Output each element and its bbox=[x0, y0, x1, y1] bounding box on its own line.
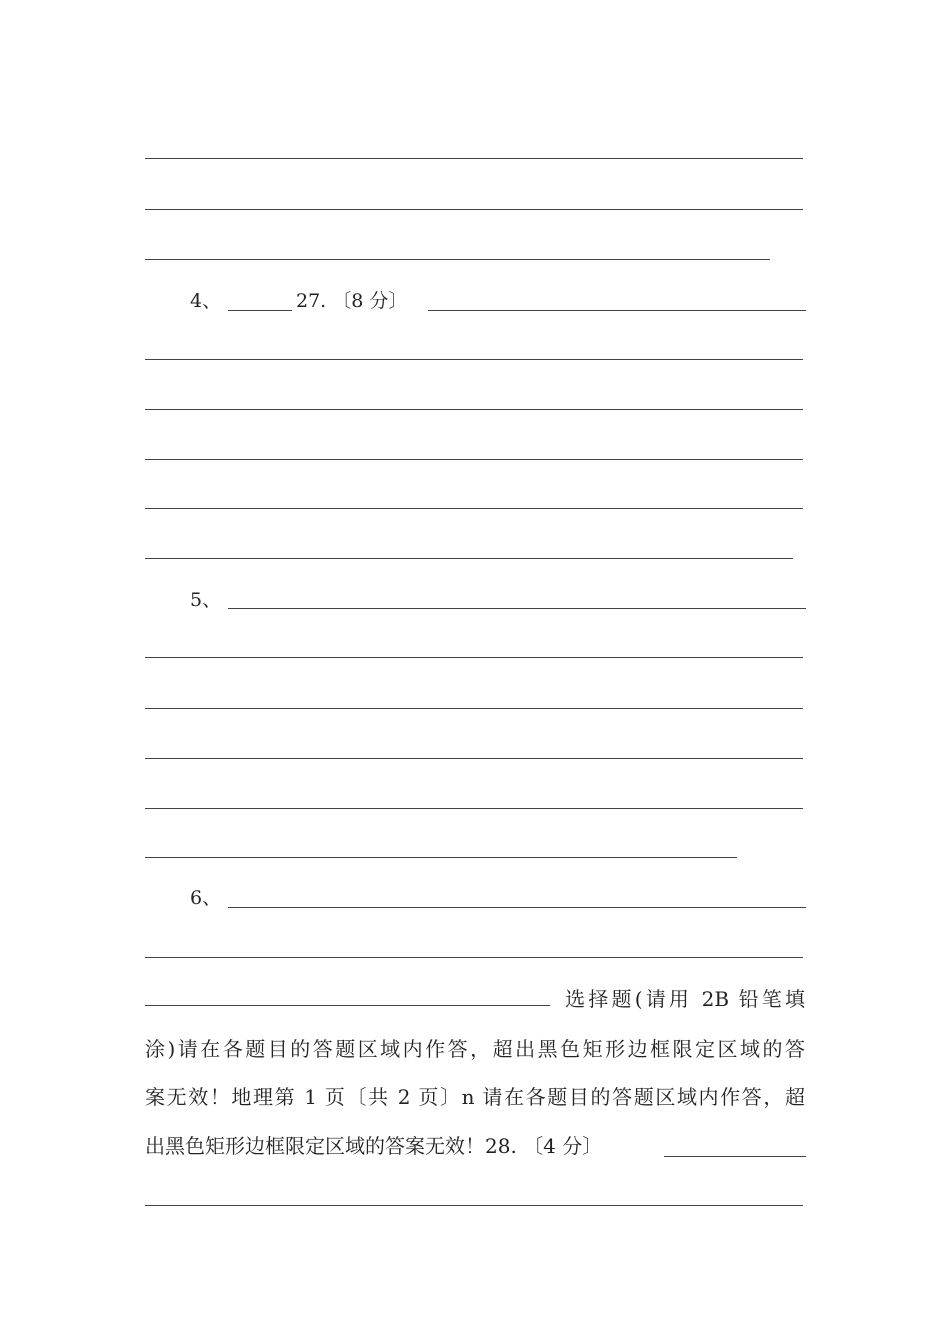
instruction-text-1: 选择题(请用 2B 铅笔填 bbox=[562, 987, 805, 1011]
item-5-number: 5、 bbox=[190, 589, 222, 611]
item-6-number: 6、 bbox=[190, 887, 222, 909]
answer-line bbox=[145, 459, 803, 460]
answer-line bbox=[145, 558, 793, 559]
answer-line bbox=[145, 708, 803, 709]
answer-line bbox=[145, 1205, 803, 1206]
item-4-blank bbox=[228, 310, 292, 311]
answer-line bbox=[145, 808, 803, 809]
answer-line bbox=[428, 310, 806, 311]
answer-line bbox=[145, 359, 803, 360]
answer-line bbox=[228, 608, 806, 609]
answer-line bbox=[145, 857, 737, 858]
answer-line bbox=[145, 409, 803, 410]
answer-line bbox=[228, 907, 806, 908]
item-4-score: 27. 〔8 分〕 bbox=[296, 290, 408, 312]
answer-line bbox=[145, 758, 803, 759]
answer-line bbox=[664, 1156, 806, 1157]
answer-line bbox=[145, 209, 803, 210]
instruction-text-4: 出黑色矩形边框限定区域的答案无效！28. 〔4 分〕 bbox=[145, 1134, 603, 1158]
answer-line bbox=[145, 259, 770, 260]
instruction-line-4 bbox=[145, 1124, 805, 1168]
answer-line bbox=[145, 158, 803, 159]
instruction-line-1 bbox=[145, 977, 805, 1021]
instruction-line-2: 涂)请在各题目的答题区域内作答，超出黑色矩形边框限定区域的答 bbox=[145, 1037, 805, 1061]
answer-line bbox=[145, 657, 803, 658]
answer-line bbox=[145, 957, 803, 958]
answer-line bbox=[145, 508, 803, 509]
instruction-line-3: 案无效！地理第 1 页〔共 2 页〕n 请在各题目的答题区域内作答，超 bbox=[145, 1085, 805, 1109]
answer-line-inline bbox=[145, 1005, 550, 1006]
item-4-number: 4、 bbox=[190, 290, 222, 312]
